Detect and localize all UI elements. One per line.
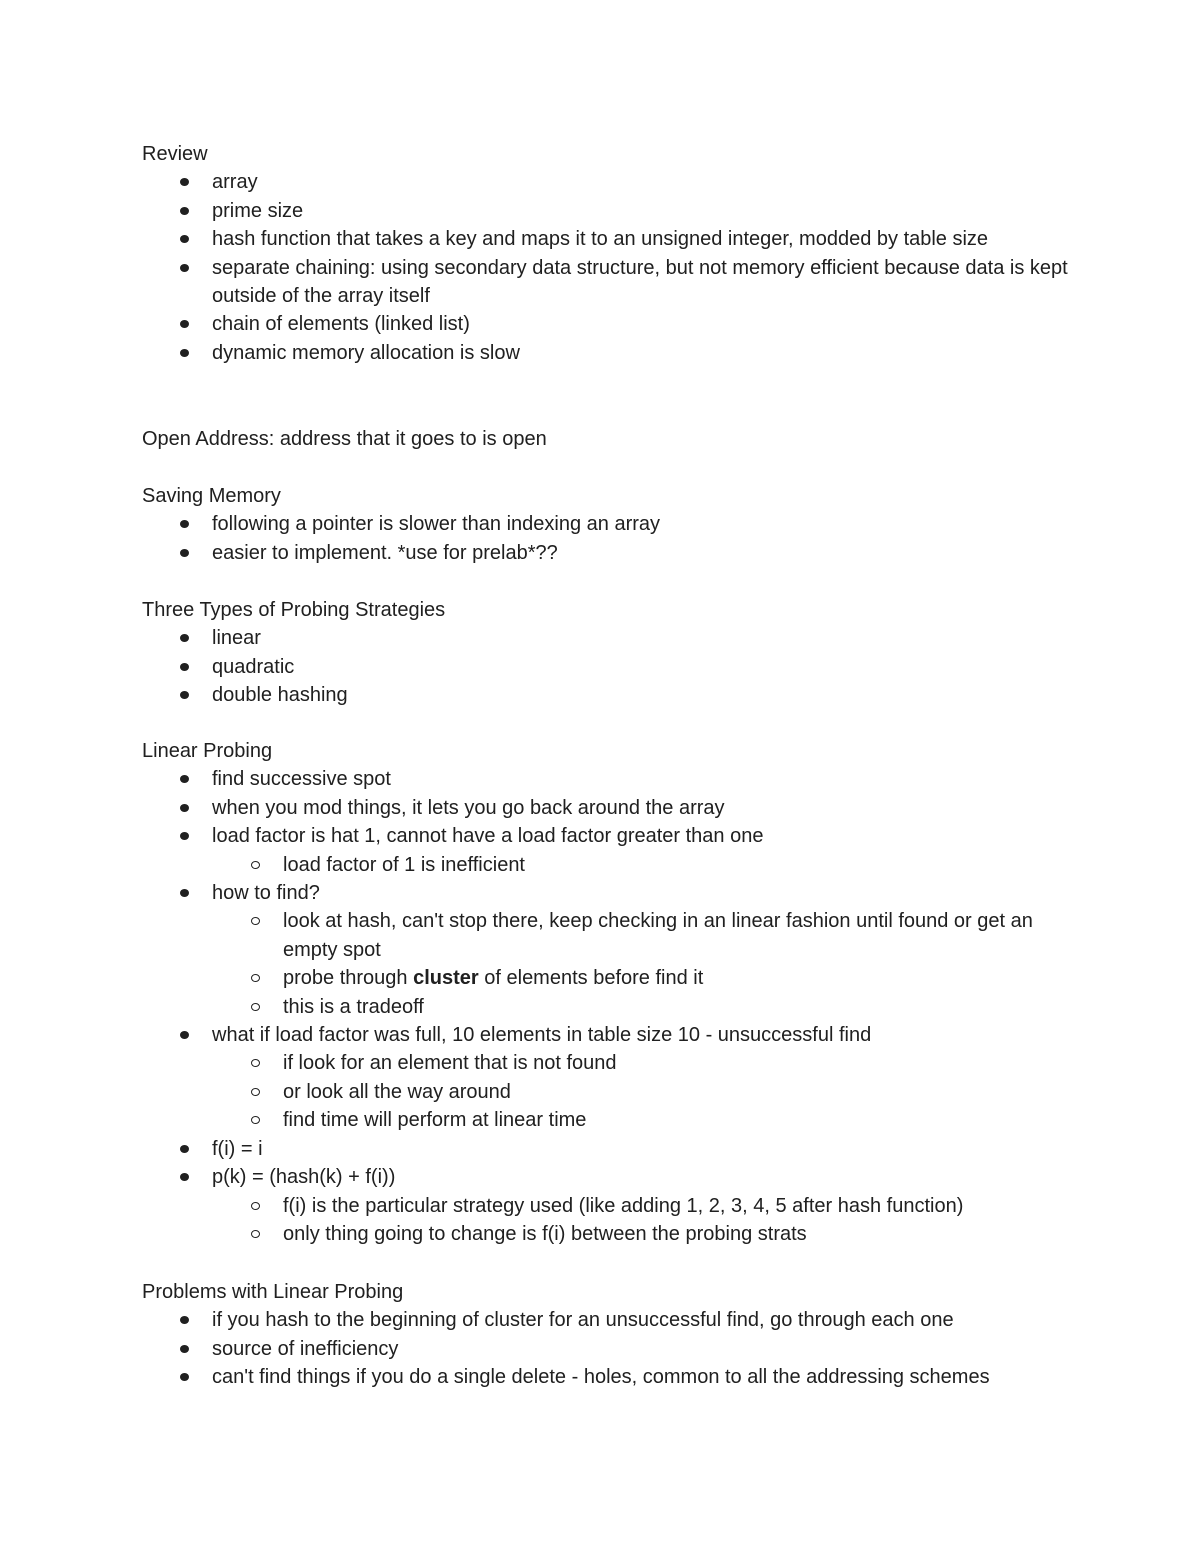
review-list: [142, 168, 1102, 367]
hollow-bullet-icon: [251, 1230, 260, 1238]
bullet-icon: [180, 889, 189, 897]
bullet-icon: [180, 264, 189, 272]
bullet-icon: [180, 207, 189, 215]
bullet-icon: [180, 1031, 189, 1039]
sub-list: [212, 851, 1102, 879]
linear-probing-list: [142, 765, 1102, 1248]
probing-strategies-section: [142, 596, 1102, 710]
hollow-bullet-icon: [251, 974, 260, 982]
list-item: how to find? look at hash, can't stop there, keep checking in an linear fashion until found or get an empty spot probe through cluster of elements before find it this is a tradeoff: [142, 879, 1102, 1021]
bold-term: cluster: [413, 967, 479, 990]
list-item: double hashing: [142, 681, 1102, 709]
sub-list: [212, 907, 1102, 1021]
hollow-bullet-icon: [251, 1116, 260, 1124]
list-item: chain of elements (linked list): [142, 310, 1102, 338]
bullet-icon: [180, 832, 189, 840]
sub-list-item: load factor of 1 is inefficient: [212, 851, 1102, 879]
linear-probing-section: [142, 737, 1102, 1248]
problems-heading: Problems with Linear Probing: [142, 1281, 404, 1303]
list-item: can't find things if you do a single delete - holes, common to all the addressing schemes: [142, 1363, 1102, 1391]
review-heading: Review: [142, 143, 208, 165]
sub-list-item: f(i) is the particular strategy used (like adding 1, 2, 3, 4, 5 after hash function): [212, 1192, 1102, 1220]
bullet-icon: [180, 1145, 189, 1153]
bullet-icon: [180, 775, 189, 783]
problems-section: [142, 1278, 1102, 1392]
list-item: array: [142, 168, 1102, 196]
bullet-icon: [180, 235, 189, 243]
bullet-icon: [180, 634, 189, 642]
bullet-icon: [180, 691, 189, 699]
list-item: what if load factor was full, 10 elements in table size 10 - unsuccessful find if look for an element that is not found or look all the way around find time will perform at linear time: [142, 1021, 1102, 1135]
hollow-bullet-icon: [251, 1003, 260, 1011]
sub-list-item: if look for an element that is not found: [212, 1049, 1102, 1077]
bullet-icon: [180, 549, 189, 557]
problems-list: [142, 1306, 1102, 1391]
bullet-icon: [180, 349, 189, 357]
saving-memory-list: [142, 510, 1102, 567]
bullet-icon: [180, 1316, 189, 1324]
list-item: prime size: [142, 197, 1102, 225]
list-item: easier to implement. *use for prelab*??: [142, 539, 1102, 567]
saving-memory-section: [142, 482, 1102, 567]
bullet-icon: [180, 1373, 189, 1381]
bullet-icon: [180, 320, 189, 328]
linear-probing-heading: Linear Probing: [142, 740, 273, 762]
bullet-icon: [180, 520, 189, 528]
list-item: if you hash to the beginning of cluster for an unsuccessful find, go through each one: [142, 1306, 1102, 1334]
list-item: load factor is hat 1, cannot have a load factor greater than one load factor of 1 is inefficient: [142, 822, 1102, 879]
sub-list-item: or look all the way around: [212, 1078, 1102, 1106]
list-item: hash function that takes a key and maps it to an unsigned integer, modded by table size: [142, 225, 1102, 253]
open-address-section: [142, 425, 1102, 453]
list-item: linear: [142, 624, 1102, 652]
sub-list-item: find time will perform at linear time: [212, 1106, 1102, 1134]
list-item: find successive spot: [142, 765, 1102, 793]
sub-list-item: look at hash, can't stop there, keep checking in an linear fashion until found or get an empty spot: [212, 907, 1043, 964]
list-item: f(i) = i: [142, 1135, 1102, 1163]
probing-strategies-heading: Three Types of Probing Strategies: [142, 599, 446, 621]
open-address-heading: Open Address: address that it goes to is open: [142, 428, 547, 450]
hollow-bullet-icon: [251, 861, 260, 869]
bullet-icon: [180, 663, 189, 671]
bullet-icon: [180, 178, 189, 186]
sub-list-item: probe through cluster of elements before find it: [212, 964, 1102, 992]
bullet-icon: [180, 804, 189, 812]
saving-memory-heading: Saving Memory: [142, 485, 281, 507]
hollow-bullet-icon: [251, 917, 260, 925]
bullet-icon: [180, 1173, 189, 1181]
list-item: source of inefficiency: [142, 1335, 1102, 1363]
hollow-bullet-icon: [251, 1088, 260, 1096]
hollow-bullet-icon: [251, 1202, 260, 1210]
sub-list: [212, 1049, 1102, 1134]
list-item: when you mod things, it lets you go back around the array: [142, 794, 1102, 822]
list-item: p(k) = (hash(k) + f(i)) f(i) is the particular strategy used (like adding 1, 2, 3, 4, 5 after hash function) only thing going to change is f(i) between the probing strats: [142, 1163, 1102, 1248]
list-item: separate chaining: using secondary data structure, but not memory efficient because data is kept outside of the array itself: [142, 254, 1082, 311]
sub-list: [212, 1192, 1102, 1249]
sub-list-item: only thing going to change is f(i) between the probing strats: [212, 1220, 1102, 1248]
review-section: [142, 140, 1102, 367]
bullet-icon: [180, 1345, 189, 1353]
probing-strategies-list: [142, 624, 1102, 709]
sub-list-item: this is a tradeoff: [212, 993, 1102, 1021]
hollow-bullet-icon: [251, 1059, 260, 1067]
list-item: dynamic memory allocation is slow: [142, 339, 1102, 367]
list-item: following a pointer is slower than indexing an array: [142, 510, 1102, 538]
list-item: quadratic: [142, 653, 1102, 681]
